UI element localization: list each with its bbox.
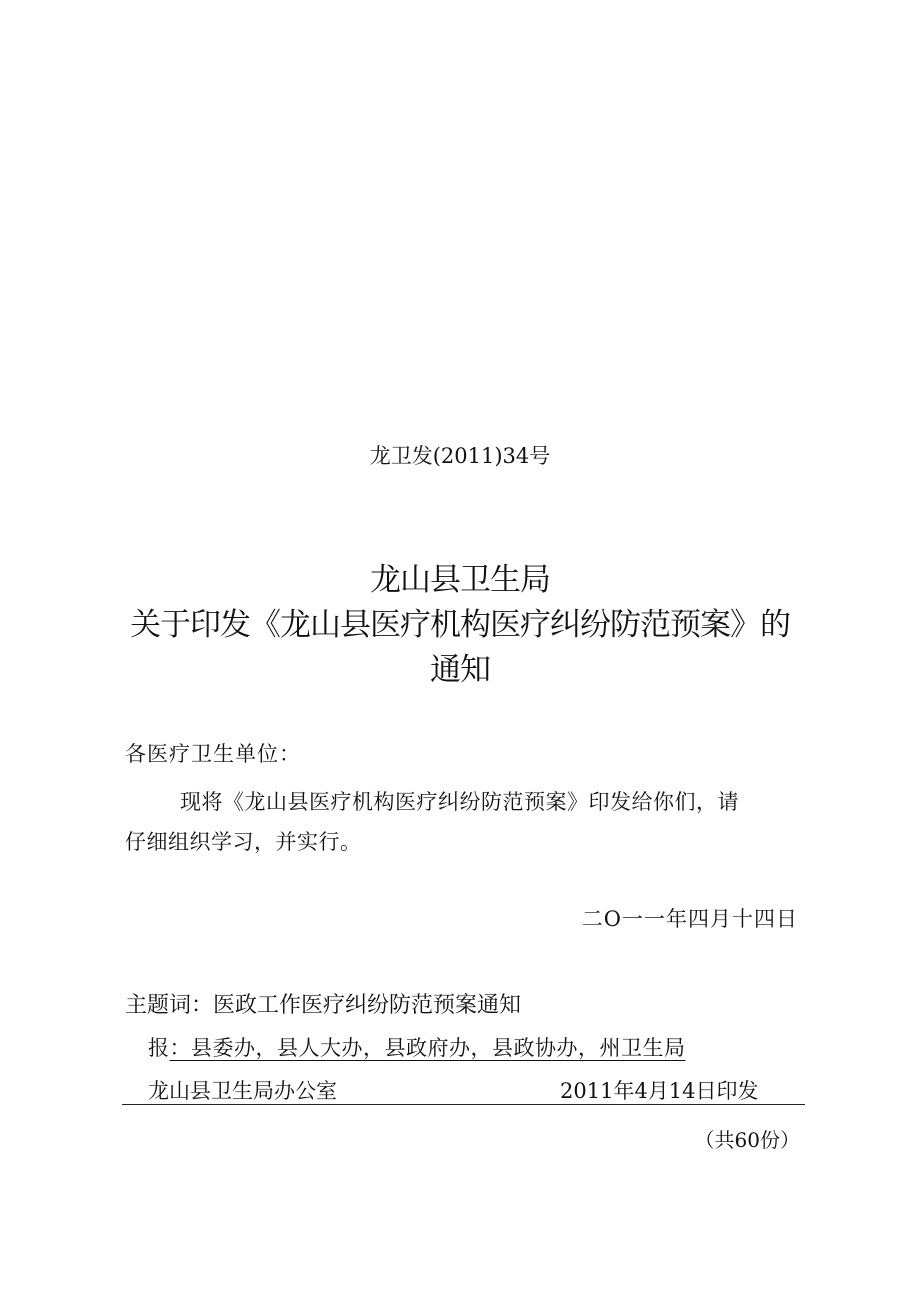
issue-date: 2011年4月14日印发 <box>560 1079 759 1103</box>
issuing-office: 龙山县卫生局办公室 <box>148 1079 337 1103</box>
salutation: 各医疗卫生单位： <box>125 742 301 766</box>
copies-count: （共60份） <box>694 1128 800 1152</box>
subject-keywords: 主题词：医政工作医疗纠纷防范预案通知 <box>125 993 522 1018</box>
report-recipients <box>148 1032 686 1062</box>
report-list: ：县委办，县人大办，县政府办，县政协办，州卫生局 <box>169 1036 686 1060</box>
body-text-line-2: 仔细组织学习，并实行。 <box>125 830 362 854</box>
title-line-subject: 关于印发《龙山县医疗机构医疗纠纷防范预案》的 <box>130 607 790 643</box>
document-title <box>0 558 920 693</box>
footer-divider <box>122 1104 805 1105</box>
title-line-issuer: 龙山县卫生局 <box>370 562 550 598</box>
body-text-line-1: 现将《龙山县医疗机构医疗纠纷防范预案》印发给你们，请 <box>180 790 739 814</box>
document-date: 二O一一年四月十四日 <box>581 907 798 931</box>
report-label: 报 <box>148 1036 170 1060</box>
document-number: 龙卫发(2011)34号 <box>369 444 551 468</box>
title-line-notice: 通知 <box>430 652 490 688</box>
